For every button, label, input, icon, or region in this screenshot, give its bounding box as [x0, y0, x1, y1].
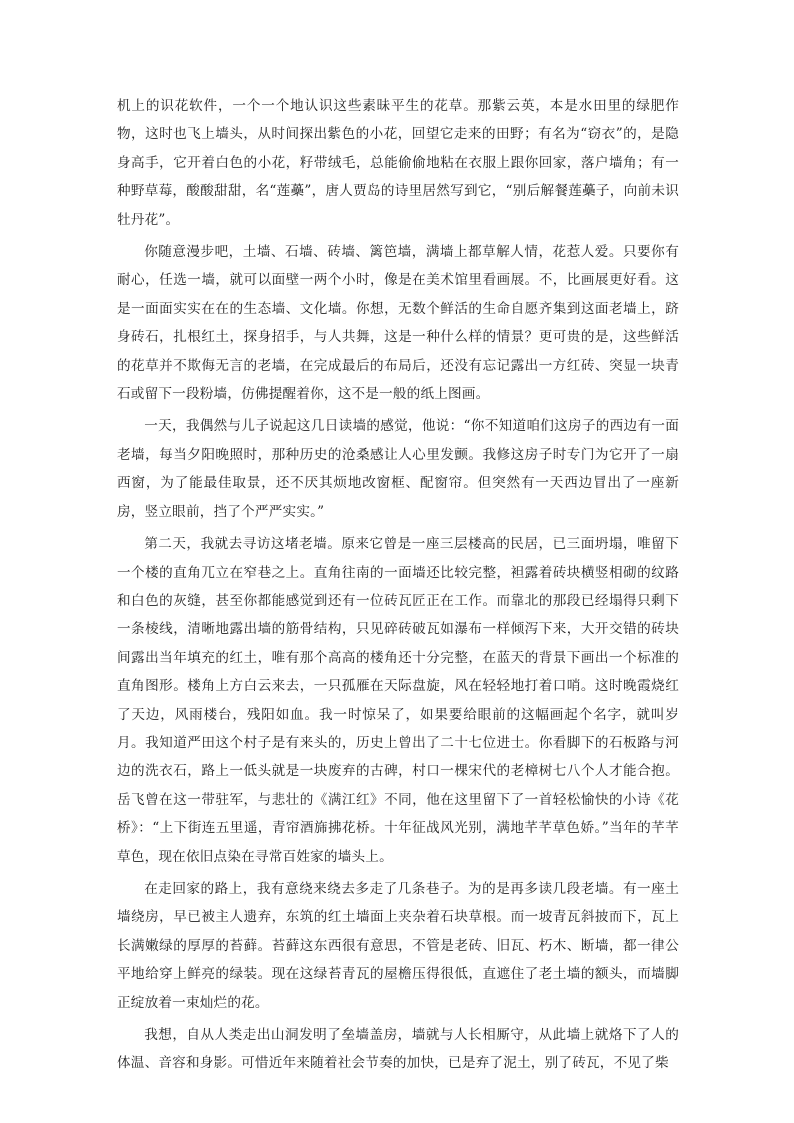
paragraph-3: 一天，我偶然与儿子说起这几日读墙的感觉，他说：“你不知道咱们这房子的西边有一面老墙，每当夕阳晚照时，那种历史的沧桑感让人心里发颤。我修这房子时专门为它开了一扇西窗，为了能最佳取景，还不厌其烦地改窗框、配窗帘。但突然有一天西边冒出了一座新房，竖立眼前，挡了个严严实实。”	[117, 418, 679, 520]
paragraph-6: 我想，自从人类走出山洞发明了垒墙盖房，墙就与人长相厮守，从此墙上就烙下了人的体温、音容和身影。可惜近年来随着社会节奏的加快，已是弃了泥土，别了砖瓦，不见了柴	[117, 1027, 679, 1072]
document-page	[117, 92, 679, 1082]
paragraph-5: 在走回家的路上，我有意绕来绕去多走了几条巷子。为的是再多读几段老墙。有一座土墙绕房，早已被主人遗弃，东筑的红土墙面上夹杂着石块草根。而一坡青瓦斜披而下，瓦上长满嫩绿的厚厚的苔藓。苔藓这东西很有意思，不管是老砖、旧瓦、朽木、断墙，都一律公平地给穿上鲜亮的绿装。现在这绿苔青瓦的屋檐压得很低，直遮住了老土墙的额头，而墙脚正绽放着一束灿烂的花。	[117, 880, 679, 1011]
paragraph-1: 机上的识花软件，一个一个地认识这些素昧平生的花草。那紫云英，本是水田里的绿肥作物，这时也飞上墙头，从时间探出紫色的小花，回望它走来的田野；有名为“窃衣”的，是隐身高手，它开着白色的小花，籽带绒毛，总能偷偷地粘在衣服上跟你回家，落户墙角；有一种野草莓，酸酸甜甜，名“莲蘽”，唐人贾岛的诗里居然写到它，“别后解餐莲蘽子，向前未识牡丹花”。	[117, 98, 679, 228]
paragraph-4: 第二天，我就去寻访这堵老墙。原来它曾是一座三层楼高的民居，已三面坍塌，唯留下一个楼的直角兀立在窄巷之上。直角往南的一面墙还比较完整，袒露着砖块横竖相砌的纹路和白色的灰缝，甚至你都能感觉到还有一位砖瓦匠正在工作。而靠北的那段已经塌得只剩下一条棱线，清晰地露出墙的筋骨结构，只见碎砖破瓦如瀑布一样倾泻下来，大开交错的砖块间露出当年填充的红土，唯有那个高高的楼角还十分完整，在蓝天的背景下画出一个标准的直角图形。楼角上方白云来去，一只孤雁在天际盘旋，风在轻轻地打着口哨。这时晚霞烧红了天边，风雨楼台，残阳如血。我一时惊呆了，如果要给眼前的这幅画起个名字，就叫岁月。我知道严田这个村子是有来头的，历史上曾出了二十七位进士。你看脚下的石板路与河边的洗衣石，路上一低头就是一块废弃的古碑，村口一棵宋代的老樟树七八个人才能合抱。岳飞曾在这一带驻军，与悲壮的《满江红》不同，他在这里留下了一首轻松愉快的小诗《花桥》：“上下街连五里遥，青帘酒旆拂花桥。十年征战风光别，满地芊芊草色娇。”当年的芊芊草色，现在依旧点染在寻常百姓家的墙头上。	[117, 536, 679, 865]
paragraph-2: 你随意漫步吧，土墙、石墙、砖墙、篱笆墙，满墙上都草解人情，花惹人爱。只要你有耐心，任选一墙，就可以面壁一两个小时，像是在美术馆里看画展。不，比画展更好看。这是一面面实实在在的生态墙、文化墙。你想，无数个鲜活的生命自愿齐集到这面老墙上，跻身砖石，扎根红土，探身招手，与人共舞，这是一种什么样的情景？更可贵的是，这些鲜活的花草并不欺侮无言的老墙，在完成最后的布局后，还没有忘记露出一方红砖、突显一块青石或留下一段粉墙，仿佛提醒着你，这不是一般的纸上图画。	[117, 244, 679, 403]
